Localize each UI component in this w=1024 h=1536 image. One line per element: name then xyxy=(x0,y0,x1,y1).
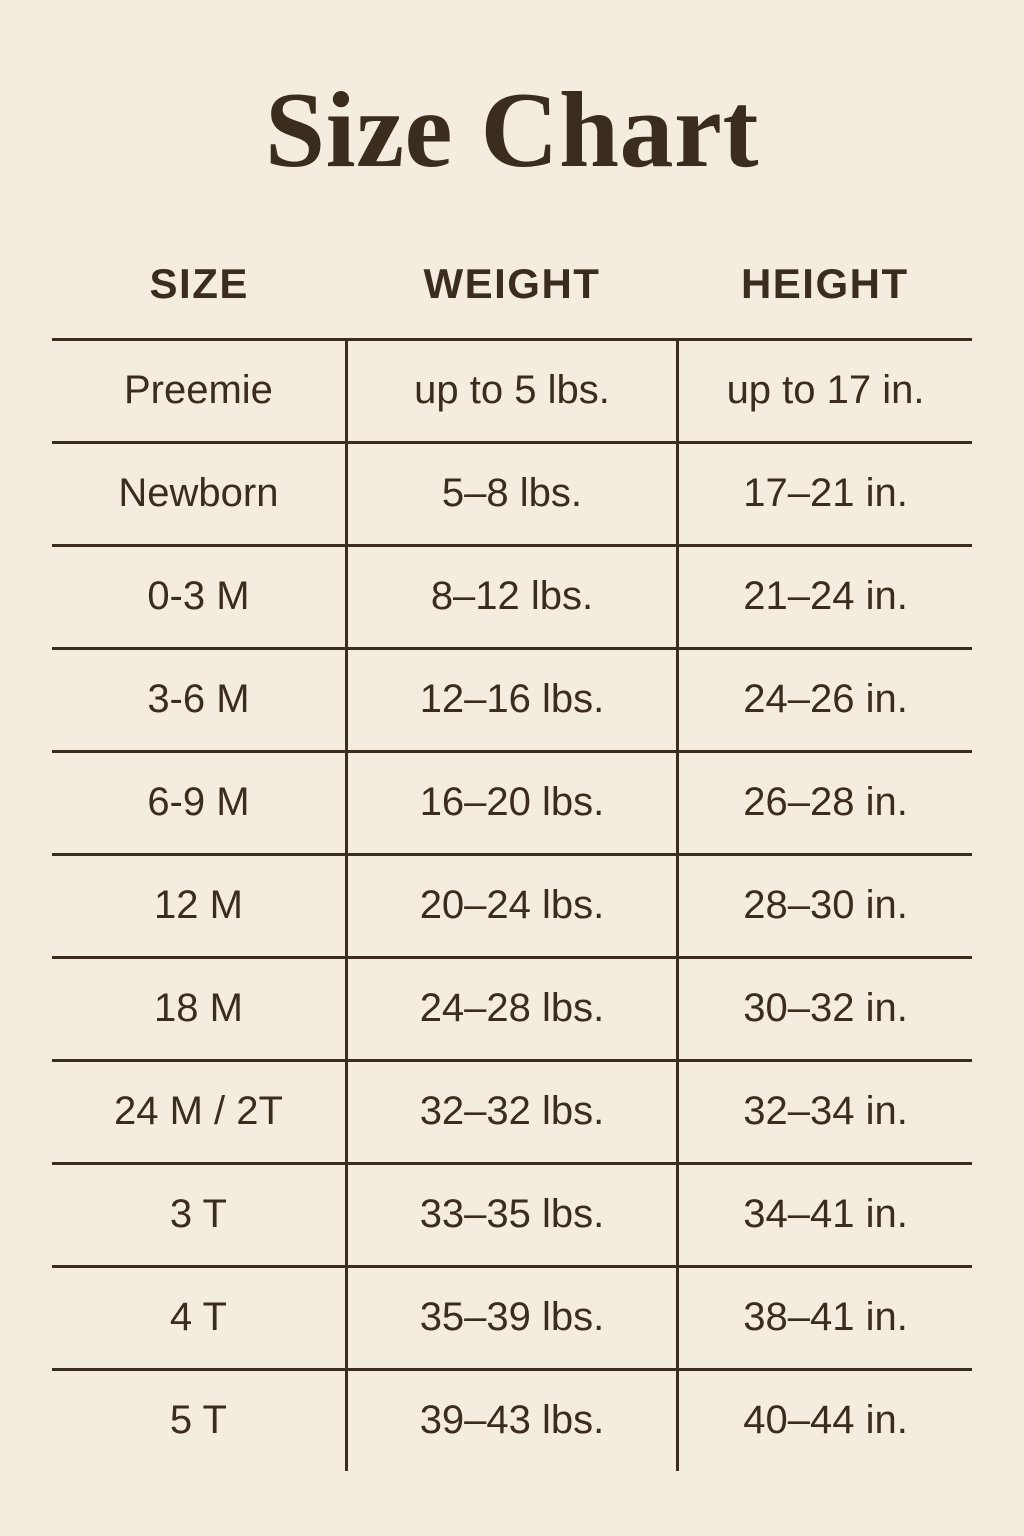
cell-weight: 32–32 lbs. xyxy=(346,1060,677,1163)
cell-weight: 12–16 lbs. xyxy=(346,648,677,751)
cell-height: 17–21 in. xyxy=(678,442,972,545)
cell-height: 30–32 in. xyxy=(678,957,972,1060)
cell-weight: up to 5 lbs. xyxy=(346,339,677,442)
cell-height: 28–30 in. xyxy=(678,854,972,957)
page-title: Size Chart xyxy=(265,71,759,190)
cell-height: 26–28 in. xyxy=(678,751,972,854)
cell-weight: 24–28 lbs. xyxy=(346,957,677,1060)
cell-size: 3-6 M xyxy=(52,648,346,751)
table-row xyxy=(52,1266,972,1369)
cell-weight: 5–8 lbs. xyxy=(346,442,677,545)
column-header-weight: WEIGHT xyxy=(423,259,601,307)
cell-size: 3 T xyxy=(52,1163,346,1266)
table-row xyxy=(52,1163,972,1266)
cell-size: 4 T xyxy=(52,1266,346,1369)
table-body xyxy=(52,339,972,1471)
table-row xyxy=(52,957,972,1060)
table-row xyxy=(52,854,972,957)
cell-size: 5 T xyxy=(52,1369,346,1471)
cell-height: 34–41 in. xyxy=(678,1163,972,1266)
table-row xyxy=(52,545,972,648)
table-row xyxy=(52,751,972,854)
table-row xyxy=(52,339,972,442)
cell-height: 32–34 in. xyxy=(678,1060,972,1163)
cell-size: 24 M / 2T xyxy=(52,1060,346,1163)
cell-height: 40–44 in. xyxy=(743,1398,908,1443)
cell-weight: 33–35 lbs. xyxy=(346,1163,677,1266)
cell-height: 24–26 in. xyxy=(678,648,972,751)
cell-size: Newborn xyxy=(52,442,346,545)
cell-height: 38–41 in. xyxy=(678,1266,972,1369)
size-chart-table xyxy=(52,259,972,1471)
column-header-height: HEIGHT xyxy=(740,259,909,307)
cell-size: 12 M xyxy=(52,854,346,957)
cell-size: 0-3 M xyxy=(52,545,346,648)
cell-weight: 20–24 lbs. xyxy=(346,854,677,957)
column-header-size: SIZE xyxy=(149,259,249,307)
table-header xyxy=(52,259,972,340)
cell-weight: 35–39 lbs. xyxy=(346,1266,677,1369)
cell-weight: 16–20 lbs. xyxy=(346,751,677,854)
cell-size: 6-9 M xyxy=(52,751,346,854)
header-row xyxy=(52,259,972,340)
cell-height: 21–24 in. xyxy=(678,545,972,648)
table-row xyxy=(52,1060,972,1163)
table-row xyxy=(52,442,972,545)
cell-height: up to 17 in. xyxy=(678,339,972,442)
cell-weight: 39–43 lbs. xyxy=(346,1369,677,1471)
cell-weight: 8–12 lbs. xyxy=(346,545,677,648)
table-row xyxy=(52,648,972,751)
cell-size: Preemie xyxy=(52,339,346,442)
cell-size: 18 M xyxy=(52,957,346,1060)
table-row xyxy=(52,1369,972,1471)
